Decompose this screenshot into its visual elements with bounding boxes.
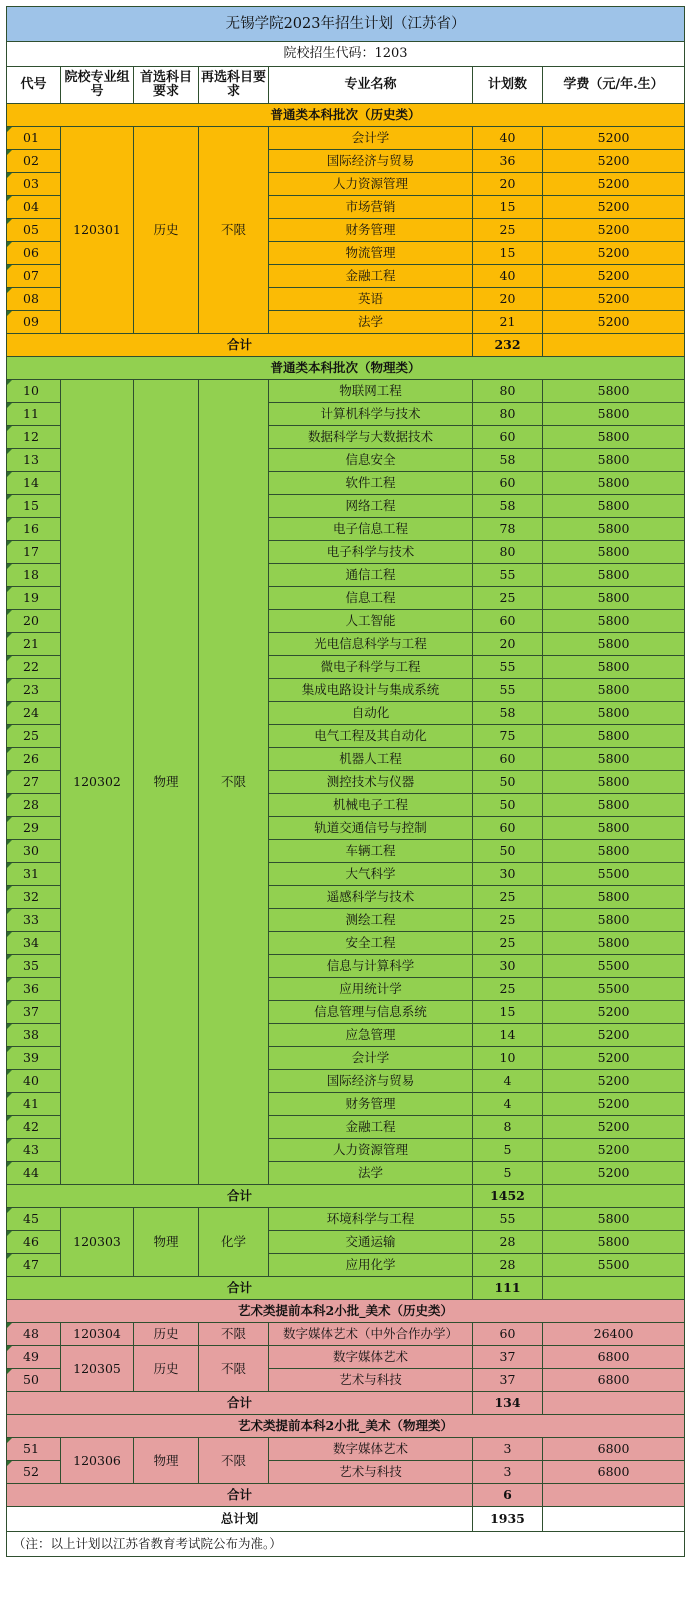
row-code: 39 (7, 1047, 61, 1070)
school-code-row (7, 42, 685, 67)
row-code: 35 (7, 955, 61, 978)
row-code: 07 (7, 265, 61, 288)
major-name: 通信工程 (269, 564, 473, 587)
plan-count: 58 (473, 449, 543, 472)
tuition-fee: 5200 (543, 1070, 685, 1093)
subtotal-label: 合计 (7, 1484, 473, 1507)
plan-count: 50 (473, 771, 543, 794)
grand-total-value: 1935 (473, 1507, 543, 1532)
tuition-fee: 5200 (543, 288, 685, 311)
major-name: 电子科学与技术 (269, 541, 473, 564)
subtotal-row (7, 1484, 685, 1507)
row-code: 52 (7, 1461, 61, 1484)
grand-total-empty (543, 1507, 685, 1532)
major-name: 电子信息工程 (269, 518, 473, 541)
row-code: 20 (7, 610, 61, 633)
first-subject: 物理 (134, 1438, 199, 1484)
plan-count: 15 (473, 242, 543, 265)
tuition-fee: 5200 (543, 1001, 685, 1024)
tuition-fee: 6800 (543, 1438, 685, 1461)
tuition-fee: 5800 (543, 840, 685, 863)
row-code: 10 (7, 380, 61, 403)
table-row (7, 1323, 685, 1346)
subtotal-empty (543, 1484, 685, 1507)
tuition-fee: 5200 (543, 196, 685, 219)
plan-count: 80 (473, 403, 543, 426)
row-code: 05 (7, 219, 61, 242)
plan-count: 5 (473, 1162, 543, 1185)
plan-count: 58 (473, 702, 543, 725)
major-name: 应用统计学 (269, 978, 473, 1001)
plan-count: 28 (473, 1231, 543, 1254)
major-name: 物联网工程 (269, 380, 473, 403)
major-name: 会计学 (269, 1047, 473, 1070)
row-code: 51 (7, 1438, 61, 1461)
row-code: 26 (7, 748, 61, 771)
tuition-fee: 5800 (543, 587, 685, 610)
grand-total-row (7, 1507, 685, 1532)
major-name: 软件工程 (269, 472, 473, 495)
tuition-fee: 5800 (543, 886, 685, 909)
plan-count: 37 (473, 1346, 543, 1369)
header-major: 专业名称 (269, 67, 473, 104)
admission-plan-document (6, 6, 684, 1557)
row-code: 49 (7, 1346, 61, 1369)
tuition-fee: 5800 (543, 426, 685, 449)
plan-count: 75 (473, 725, 543, 748)
section-header-row (7, 1415, 685, 1438)
plan-count: 25 (473, 886, 543, 909)
first-subject: 历史 (134, 1346, 199, 1392)
tuition-fee: 5800 (543, 633, 685, 656)
group-number: 120306 (61, 1438, 134, 1484)
group-number: 120301 (61, 127, 134, 334)
header-fee: 学费（元/年.生） (543, 67, 685, 104)
row-code: 15 (7, 495, 61, 518)
plan-count: 40 (473, 265, 543, 288)
table-row (7, 1208, 685, 1231)
tuition-fee: 5200 (543, 150, 685, 173)
major-name: 机器人工程 (269, 748, 473, 771)
tuition-fee: 5200 (543, 173, 685, 196)
header-row (7, 67, 685, 104)
row-code: 13 (7, 449, 61, 472)
row-code: 18 (7, 564, 61, 587)
group-number: 120302 (61, 380, 134, 1185)
major-name: 金融工程 (269, 1116, 473, 1139)
tuition-fee: 5200 (543, 1047, 685, 1070)
tuition-fee: 5800 (543, 541, 685, 564)
row-code: 14 (7, 472, 61, 495)
tuition-fee: 5200 (543, 1162, 685, 1185)
major-name: 集成电路设计与集成系统 (269, 679, 473, 702)
tuition-fee: 5800 (543, 449, 685, 472)
subtotal-row (7, 1392, 685, 1415)
plan-count: 60 (473, 426, 543, 449)
tuition-fee: 5200 (543, 1139, 685, 1162)
second-subject: 不限 (199, 380, 269, 1185)
major-name: 国际经济与贸易 (269, 1070, 473, 1093)
major-name: 光电信息科学与工程 (269, 633, 473, 656)
section-header-row (7, 1300, 685, 1323)
plan-count: 10 (473, 1047, 543, 1070)
group-number: 120304 (61, 1323, 134, 1346)
major-name: 测控技术与仪器 (269, 771, 473, 794)
plan-count: 60 (473, 748, 543, 771)
header-first-subject: 首选科目要求 (134, 67, 199, 104)
tuition-fee: 5500 (543, 978, 685, 1001)
row-code: 30 (7, 840, 61, 863)
subtotal-value: 232 (473, 334, 543, 357)
tuition-fee: 5800 (543, 932, 685, 955)
row-code: 41 (7, 1093, 61, 1116)
major-name: 物流管理 (269, 242, 473, 265)
plan-count: 30 (473, 955, 543, 978)
subtotal-value: 111 (473, 1277, 543, 1300)
plan-count: 25 (473, 909, 543, 932)
plan-count: 14 (473, 1024, 543, 1047)
plan-count: 58 (473, 495, 543, 518)
tuition-fee: 5800 (543, 748, 685, 771)
major-name: 遥感科学与技术 (269, 886, 473, 909)
plan-count: 5 (473, 1139, 543, 1162)
major-name: 网络工程 (269, 495, 473, 518)
major-name: 财务管理 (269, 1093, 473, 1116)
major-name: 环境科学与工程 (269, 1208, 473, 1231)
second-subject: 不限 (199, 127, 269, 334)
major-name: 计算机科学与技术 (269, 403, 473, 426)
footnote: （注：以上计划以江苏省教育考试院公布为准。） (7, 1532, 685, 1557)
plan-count: 3 (473, 1461, 543, 1484)
row-code: 37 (7, 1001, 61, 1024)
major-name: 自动化 (269, 702, 473, 725)
major-name: 安全工程 (269, 932, 473, 955)
page-title: 无锡学院2023年招生计划（江苏省） (7, 7, 685, 42)
plan-count: 15 (473, 1001, 543, 1024)
plan-count: 25 (473, 587, 543, 610)
second-subject: 不限 (199, 1346, 269, 1392)
row-code: 23 (7, 679, 61, 702)
major-name: 艺术与科技 (269, 1461, 473, 1484)
major-name: 财务管理 (269, 219, 473, 242)
tuition-fee: 5800 (543, 403, 685, 426)
major-name: 英语 (269, 288, 473, 311)
plan-count: 60 (473, 472, 543, 495)
row-code: 27 (7, 771, 61, 794)
plan-count: 15 (473, 196, 543, 219)
tuition-fee: 5800 (543, 794, 685, 817)
row-code: 16 (7, 518, 61, 541)
tuition-fee: 5800 (543, 1208, 685, 1231)
major-name: 金融工程 (269, 265, 473, 288)
row-code: 48 (7, 1323, 61, 1346)
subtotal-label: 合计 (7, 1392, 473, 1415)
major-name: 信息管理与信息系统 (269, 1001, 473, 1024)
tuition-fee: 5200 (543, 242, 685, 265)
major-name: 信息与计算科学 (269, 955, 473, 978)
title-row (7, 7, 685, 42)
plan-count: 80 (473, 541, 543, 564)
major-name: 车辆工程 (269, 840, 473, 863)
table-row (7, 380, 685, 403)
subtotal-label: 合计 (7, 334, 473, 357)
major-name: 微电子科学与工程 (269, 656, 473, 679)
subtotal-empty (543, 1392, 685, 1415)
admission-plan-table (6, 6, 685, 1557)
plan-count: 60 (473, 817, 543, 840)
major-name: 轨道交通信号与控制 (269, 817, 473, 840)
major-name: 电气工程及其自动化 (269, 725, 473, 748)
major-name: 市场营销 (269, 196, 473, 219)
major-name: 国际经济与贸易 (269, 150, 473, 173)
plan-count: 28 (473, 1254, 543, 1277)
section-title: 普通类本科批次（物理类） (7, 357, 685, 380)
row-code: 32 (7, 886, 61, 909)
subtotal-row (7, 1185, 685, 1208)
row-code: 04 (7, 196, 61, 219)
row-code: 02 (7, 150, 61, 173)
plan-count: 36 (473, 150, 543, 173)
subtotal-row (7, 1277, 685, 1300)
row-code: 11 (7, 403, 61, 426)
major-name: 人工智能 (269, 610, 473, 633)
plan-count: 50 (473, 794, 543, 817)
tuition-fee: 5200 (543, 219, 685, 242)
first-subject: 物理 (134, 380, 199, 1185)
row-code: 29 (7, 817, 61, 840)
plan-count: 55 (473, 656, 543, 679)
second-subject: 不限 (199, 1438, 269, 1484)
section-title: 艺术类提前本科2小批_美术（物理类） (7, 1415, 685, 1438)
tuition-fee: 5800 (543, 610, 685, 633)
major-name: 数据科学与大数据技术 (269, 426, 473, 449)
plan-count: 20 (473, 173, 543, 196)
tuition-fee: 5200 (543, 311, 685, 334)
plan-count: 25 (473, 932, 543, 955)
plan-count: 30 (473, 863, 543, 886)
grand-total-label: 总计划 (7, 1507, 473, 1532)
major-name: 数字媒体艺术 (269, 1346, 473, 1369)
major-name: 会计学 (269, 127, 473, 150)
subtotal-value: 134 (473, 1392, 543, 1415)
second-subject: 化学 (199, 1208, 269, 1277)
major-name: 信息工程 (269, 587, 473, 610)
row-code: 46 (7, 1231, 61, 1254)
tuition-fee: 5800 (543, 725, 685, 748)
section-title: 普通类本科批次（历史类） (7, 104, 685, 127)
row-code: 01 (7, 127, 61, 150)
row-code: 28 (7, 794, 61, 817)
major-name: 法学 (269, 311, 473, 334)
school-code: 院校招生代码：1203 (7, 42, 685, 67)
subtotal-value: 1452 (473, 1185, 543, 1208)
major-name: 机械电子工程 (269, 794, 473, 817)
first-subject: 物理 (134, 1208, 199, 1277)
tuition-fee: 5200 (543, 127, 685, 150)
tuition-fee: 5800 (543, 702, 685, 725)
tuition-fee: 5200 (543, 1116, 685, 1139)
row-code: 31 (7, 863, 61, 886)
major-name: 人力资源管理 (269, 173, 473, 196)
row-code: 08 (7, 288, 61, 311)
tuition-fee: 6800 (543, 1461, 685, 1484)
plan-count: 37 (473, 1369, 543, 1392)
header-second-subject: 再选科目要求 (199, 67, 269, 104)
row-code: 45 (7, 1208, 61, 1231)
tuition-fee: 5500 (543, 1254, 685, 1277)
row-code: 24 (7, 702, 61, 725)
row-code: 34 (7, 932, 61, 955)
first-subject: 历史 (134, 127, 199, 334)
row-code: 06 (7, 242, 61, 265)
first-subject: 历史 (134, 1323, 199, 1346)
tuition-fee: 5500 (543, 863, 685, 886)
row-code: 03 (7, 173, 61, 196)
row-code: 44 (7, 1162, 61, 1185)
plan-count: 25 (473, 978, 543, 1001)
row-code: 19 (7, 587, 61, 610)
subtotal-value: 6 (473, 1484, 543, 1507)
plan-count: 55 (473, 564, 543, 587)
header-group: 院校专业组号 (61, 67, 134, 104)
major-name: 数字媒体艺术 (269, 1438, 473, 1461)
tuition-fee: 5800 (543, 679, 685, 702)
row-code: 43 (7, 1139, 61, 1162)
major-name: 大气科学 (269, 863, 473, 886)
row-code: 25 (7, 725, 61, 748)
row-code: 33 (7, 909, 61, 932)
tuition-fee: 5800 (543, 656, 685, 679)
major-name: 数字媒体艺术（中外合作办学） (269, 1323, 473, 1346)
subtotal-empty (543, 1277, 685, 1300)
table-row (7, 127, 685, 150)
group-number: 120303 (61, 1208, 134, 1277)
major-name: 法学 (269, 1162, 473, 1185)
row-code: 22 (7, 656, 61, 679)
table-row (7, 1346, 685, 1369)
row-code: 50 (7, 1369, 61, 1392)
tuition-fee: 6800 (543, 1369, 685, 1392)
subtotal-label: 合计 (7, 1185, 473, 1208)
table-row (7, 1438, 685, 1461)
tuition-fee: 5200 (543, 1024, 685, 1047)
row-code: 42 (7, 1116, 61, 1139)
plan-count: 25 (473, 219, 543, 242)
plan-count: 20 (473, 633, 543, 656)
section-header-row (7, 357, 685, 380)
plan-count: 55 (473, 679, 543, 702)
second-subject: 不限 (199, 1323, 269, 1346)
header-plan: 计划数 (473, 67, 543, 104)
plan-count: 3 (473, 1438, 543, 1461)
plan-count: 4 (473, 1093, 543, 1116)
row-code: 17 (7, 541, 61, 564)
tuition-fee: 5800 (543, 518, 685, 541)
major-name: 艺术与科技 (269, 1369, 473, 1392)
plan-count: 80 (473, 380, 543, 403)
row-code: 36 (7, 978, 61, 1001)
plan-count: 8 (473, 1116, 543, 1139)
tuition-fee: 5800 (543, 380, 685, 403)
major-name: 交通运输 (269, 1231, 473, 1254)
plan-count: 40 (473, 127, 543, 150)
major-name: 测绘工程 (269, 909, 473, 932)
tuition-fee: 5800 (543, 495, 685, 518)
header-code: 代号 (7, 67, 61, 104)
row-code: 21 (7, 633, 61, 656)
tuition-fee: 5800 (543, 1231, 685, 1254)
tuition-fee: 5800 (543, 817, 685, 840)
subtotal-empty (543, 334, 685, 357)
plan-count: 20 (473, 288, 543, 311)
plan-count: 78 (473, 518, 543, 541)
tuition-fee: 6800 (543, 1346, 685, 1369)
tuition-fee: 5200 (543, 1093, 685, 1116)
tuition-fee: 5800 (543, 909, 685, 932)
subtotal-label: 合计 (7, 1277, 473, 1300)
note-row (7, 1532, 685, 1557)
major-name: 人力资源管理 (269, 1139, 473, 1162)
tuition-fee: 5200 (543, 265, 685, 288)
section-header-row (7, 104, 685, 127)
row-code: 12 (7, 426, 61, 449)
tuition-fee: 5800 (543, 771, 685, 794)
plan-count: 4 (473, 1070, 543, 1093)
row-code: 47 (7, 1254, 61, 1277)
group-number: 120305 (61, 1346, 134, 1392)
plan-count: 55 (473, 1208, 543, 1231)
major-name: 应急管理 (269, 1024, 473, 1047)
row-code: 09 (7, 311, 61, 334)
tuition-fee: 5800 (543, 564, 685, 587)
major-name: 应用化学 (269, 1254, 473, 1277)
major-name: 信息安全 (269, 449, 473, 472)
row-code: 38 (7, 1024, 61, 1047)
section-title: 艺术类提前本科2小批_美术（历史类） (7, 1300, 685, 1323)
plan-count: 50 (473, 840, 543, 863)
plan-count: 60 (473, 1323, 543, 1346)
plan-count: 60 (473, 610, 543, 633)
tuition-fee: 5500 (543, 955, 685, 978)
row-code: 40 (7, 1070, 61, 1093)
plan-count: 21 (473, 311, 543, 334)
subtotal-empty (543, 1185, 685, 1208)
tuition-fee: 26400 (543, 1323, 685, 1346)
tuition-fee: 5800 (543, 472, 685, 495)
subtotal-row (7, 334, 685, 357)
